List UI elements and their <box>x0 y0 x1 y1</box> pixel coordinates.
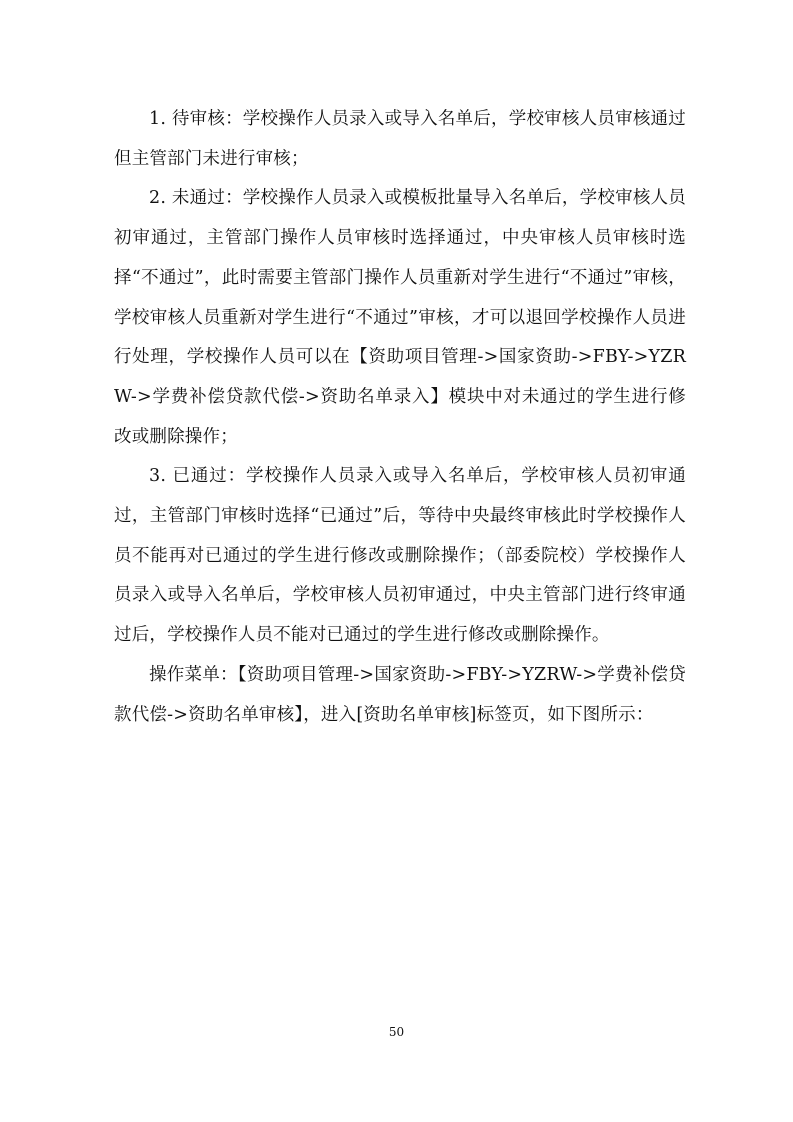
paragraph-not-approved: 2. 未通过：学校操作人员录入或模板批量导入名单后，学校审核人员初审通过，主管部门操作人员审核时选择通过，中央审核人员审核时选择“不通过”，此时需要主管部门操作人员重新对学生进行“不通过”审核，学校审核人员重新对学生进行“不通过”审核，才可以退回学校操作人员进行处理，学校操作人员可以在【资助项目管理->国家资助->FBY->YZRW->学费补偿贷款代偿->资助名单录入】模块中对未通过的学生进行修改或删除操作； <box>114 188 686 447</box>
page-number: 50 <box>388 1025 405 1039</box>
paragraph-pending-review: 1. 待审核：学校操作人员录入或导入名单后，学校审核人员审核通过但主管部门未进行审核； <box>114 109 686 169</box>
paragraph-operation-menu: 操作菜单：【资助项目管理->国家资助->FBY->YZRW->学费补偿贷款代偿->资助名单审核】，进入[资助名单审核]标签页，如下图所示： <box>114 664 686 725</box>
paragraph-approved: 3. 已通过：学校操作人员录入或导入名单后，学校审核人员初审通过，主管部门审核时选择“已通过”后，等待中央最终审核此时学校操作人员不能再对已通过的学生进行修改或删除操作；（部委院校）学校操作人员录入或导入名单后，学校审核人员初审通过，中央主管部门进行终审通过后，学校操作人员不能对已通过的学生进行修改或删除操作。 <box>114 466 686 646</box>
document-body <box>114 100 686 735</box>
